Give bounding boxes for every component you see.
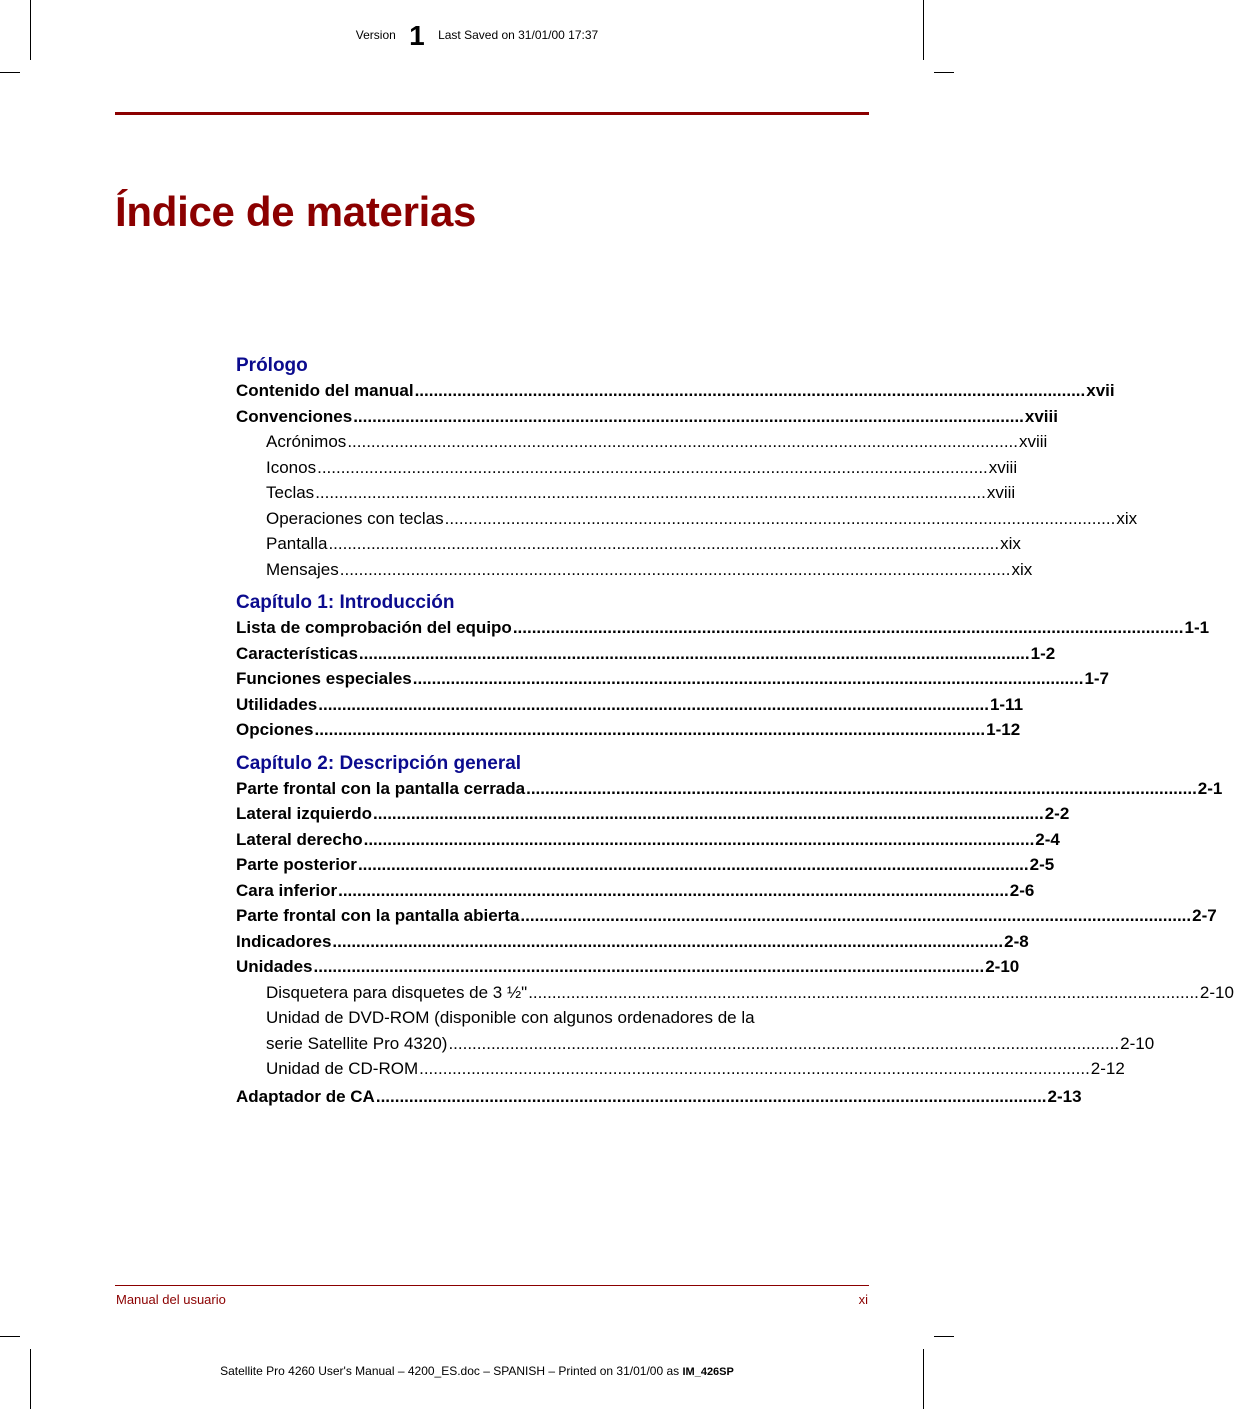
version-number: 1 bbox=[409, 20, 425, 51]
toc-entry[interactable]: Mensajes .............................................................................................................................................. xix bbox=[266, 559, 1033, 579]
toc-entry[interactable]: Unidad de CD-ROM .............................................................................................................................................. 2-12 bbox=[266, 1059, 1125, 1078]
toc-entry[interactable]: Indicadores .............................................................................................................................................. 2-8 bbox=[236, 931, 1029, 951]
toc-entry[interactable]: Características .............................................................................................................................................. 1-2 bbox=[236, 643, 1056, 663]
crop-mark bbox=[30, 1349, 31, 1409]
print-info bbox=[0, 1364, 954, 1378]
toc-entry[interactable]: Teclas .............................................................................................................................................. xviii bbox=[266, 483, 1016, 502]
toc-entry[interactable]: Funciones especiales .............................................................................................................................................. 1-7 bbox=[236, 669, 1110, 688]
section-heading-capitulo-1[interactable]: Capítulo 1: Introducción bbox=[236, 592, 455, 613]
print-code: IM_426SP bbox=[682, 1366, 734, 1378]
toc-entry[interactable]: Lateral derecho .............................................................................................................................................. 2-4 bbox=[236, 829, 1060, 849]
bottom-rule bbox=[115, 1285, 869, 1286]
toc-entry[interactable]: Contenido del manual .............................................................................................................................................. xvii bbox=[236, 381, 1115, 400]
table-of-contents bbox=[236, 353, 1234, 1109]
crop-mark bbox=[0, 1336, 20, 1337]
top-rule bbox=[115, 112, 869, 115]
toc-entry[interactable]: Utilidades .............................................................................................................................................. 1-11 bbox=[236, 694, 1024, 714]
section-heading-capitulo-2[interactable]: Capítulo 2: Descripción general bbox=[236, 752, 522, 774]
crop-mark bbox=[0, 72, 20, 73]
toc-entry[interactable]: Adaptador de CA .............................................................................................................................................. 2-13 bbox=[236, 1086, 1082, 1106]
last-saved: Last Saved on 31/01/00 17:37 bbox=[438, 28, 599, 42]
toc-entry[interactable]: Lista de comprobación del equipo .............................................................................................................................................. 1-1 bbox=[236, 618, 1210, 637]
toc-entry[interactable]: Opciones .............................................................................................................................................. 1-12 bbox=[236, 720, 1021, 739]
footer-manual-title: Manual del usuario bbox=[116, 1292, 226, 1307]
crop-mark bbox=[934, 1336, 954, 1337]
toc-entry[interactable]: Acrónimos .............................................................................................................................................. xviii bbox=[266, 432, 1048, 451]
section-heading-prologo[interactable]: Prólogo bbox=[236, 355, 308, 376]
print-info-text: Satellite Pro 4260 User's Manual – 4200_ES.doc – SPANISH – Printed on 31/01/00 as bbox=[220, 1364, 680, 1378]
version-label: Version bbox=[355, 28, 396, 42]
toc-entry[interactable]: Pantalla .............................................................................................................................................. xix bbox=[266, 534, 1021, 553]
crop-mark bbox=[934, 72, 954, 73]
version-header bbox=[0, 20, 954, 52]
toc-entry[interactable]: Cara inferior .............................................................................................................................................. 2-6 bbox=[236, 880, 1035, 900]
toc-entry[interactable]: Parte frontal con la pantalla abierta .............................................................................................................................................. 2-7 bbox=[236, 906, 1217, 925]
toc-entry[interactable]: Operaciones con teclas .............................................................................................................................................. xix bbox=[266, 508, 1138, 528]
toc-entry[interactable]: Unidades .............................................................................................................................................. 2-10 bbox=[236, 957, 1020, 976]
crop-mark bbox=[923, 1349, 924, 1409]
toc-entry[interactable]: Convenciones .............................................................................................................................................. xviii bbox=[236, 406, 1058, 426]
toc-entry[interactable]: Parte posterior .............................................................................................................................................. 2-5 bbox=[236, 855, 1055, 874]
toc-entry[interactable]: Iconos .............................................................................................................................................. xviii bbox=[266, 457, 1018, 477]
toc-entry[interactable]: Lateral izquierdo .............................................................................................................................................. 2-2 bbox=[236, 804, 1070, 823]
toc-entry-wrapped-line[interactable]: Unidad de DVD-ROM (disponible con algunos ordenadores de la bbox=[266, 1008, 755, 1027]
toc-entry[interactable]: serie Satellite Pro 4320) .............................................................................................................................................. 2-10 bbox=[266, 1033, 1155, 1053]
footer-page-number: xi bbox=[858, 1292, 868, 1307]
page-title: Índice de materias bbox=[115, 188, 477, 235]
toc-entry[interactable]: Parte frontal con la pantalla cerrada .............................................................................................................................................. 2-1 bbox=[236, 778, 1223, 798]
toc-entry[interactable]: Disquetera para disquetes de 3 ½" .............................................................................................................................................. 2-10 bbox=[266, 982, 1234, 1002]
